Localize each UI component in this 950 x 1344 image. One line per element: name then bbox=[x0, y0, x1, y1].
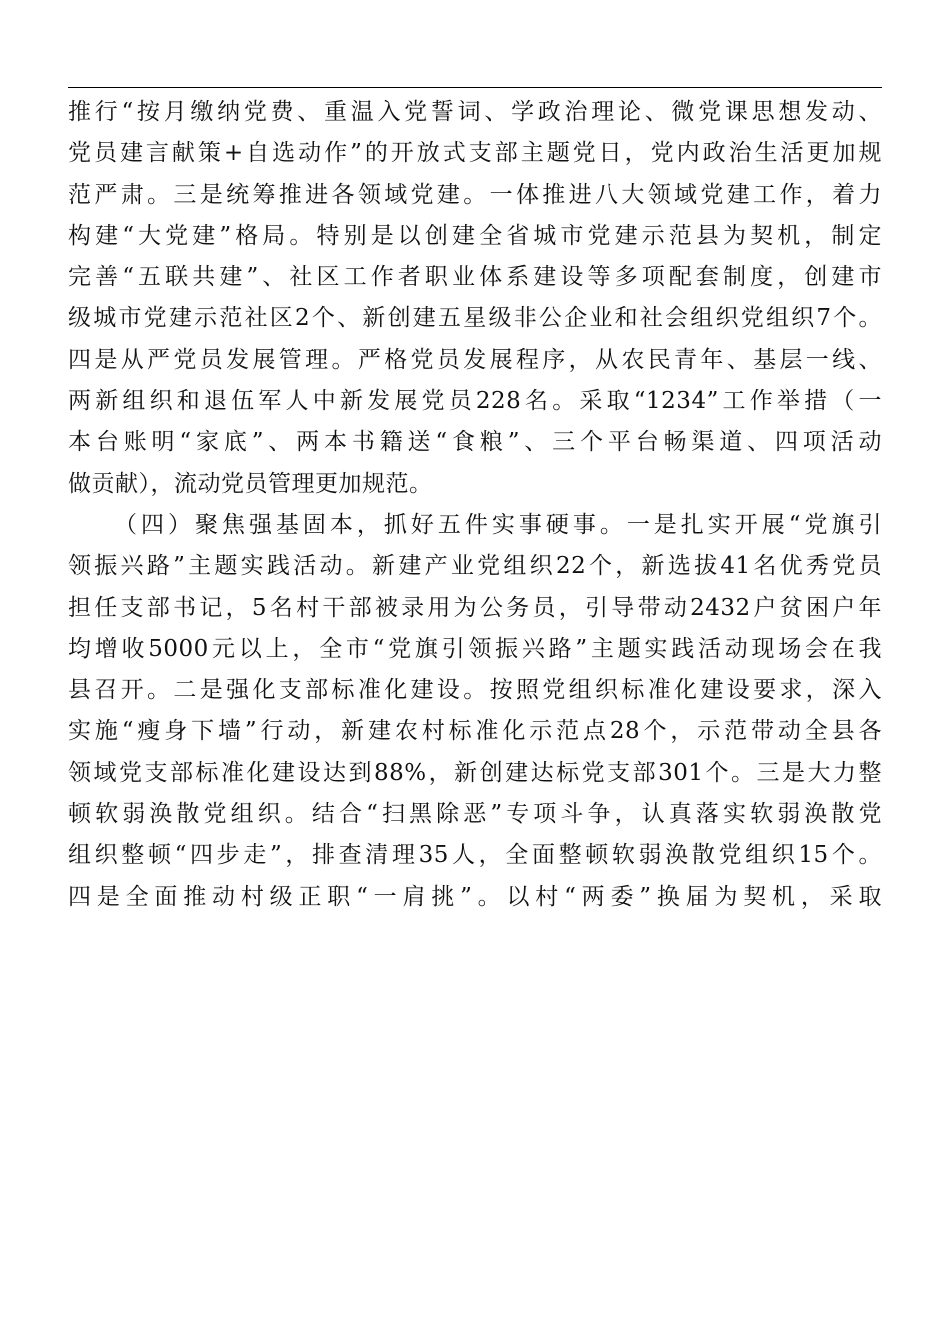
text-line: 县召开。二是强化支部标准化建设。按照党组织标准化建设要求，深入 bbox=[68, 677, 882, 704]
text-line: 四是全面推动村级正职“一肩挑”。以村“两委”换届为契机，采取 bbox=[68, 883, 882, 910]
text-line: 级城市党建示范社区2个、新创建五星级非公企业和社会组织党组织7个。 bbox=[68, 305, 882, 332]
text-line: 两新组织和退伍军人中新发展党员228名。采取“1234”工作举措（一 bbox=[68, 388, 882, 415]
text-line: 领域党支部标准化建设达到88%，新创建达标党支部301个。三是大力整 bbox=[68, 759, 882, 786]
text-line: 做贡献），流动党员管理更加规范。 bbox=[68, 470, 433, 497]
text-line: 均增收5000元以上，全市“党旗引领振兴路”主题实践活动现场会在我 bbox=[68, 635, 882, 662]
header-rule bbox=[68, 87, 882, 88]
body-text bbox=[68, 92, 882, 918]
text-line: 领振兴路”主题实践活动。新建产业党组织22个，新选拔41名优秀党员 bbox=[68, 553, 882, 580]
text-line: 构建“大党建”格局。特别是以创建全省城市党建示范县为契机，制定 bbox=[68, 222, 882, 249]
text-line: 担任支部书记，5名村干部被录用为公务员，引导带动2432户贫困户年 bbox=[68, 594, 882, 621]
section-heading-line: （四）聚焦强基固本，抓好五件实事硬事。一是扎实开展“党旗引 bbox=[114, 511, 882, 538]
text-line: 范严肃。三是统筹推进各领域党建。一体推进八大领域党建工作，着力 bbox=[68, 181, 882, 208]
text-line: 推行“按月缴纳党费、重温入党誓词、学政治理论、微党课思想发动、 bbox=[68, 99, 882, 125]
text-line: 完善“五联共建”、社区工作者职业体系建设等多项配套制度，创建市 bbox=[68, 264, 882, 291]
text-line: 组织整顿“四步走”，排查清理35人，全面整顿软弱涣散党组织15个。 bbox=[68, 842, 882, 869]
text-line: 本台账明“家底”、两本书籍送“食粮”、三个平台畅渠道、四项活动 bbox=[68, 429, 882, 456]
text-line: 四是从严党员发展管理。严格党员发展程序，从农民青年、基层一线、 bbox=[68, 346, 882, 373]
text-line: 实施“瘦身下墙”行动，新建农村标准化示范点28个，示范带动全县各 bbox=[68, 718, 882, 745]
text-line: 顿软弱涣散党组织。结合“扫黑除恶”专项斗争，认真落实软弱涣散党 bbox=[68, 801, 882, 828]
text-line: 党员建言献策+自选动作”的开放式支部主题党日，党内政治生活更加规 bbox=[68, 140, 882, 167]
